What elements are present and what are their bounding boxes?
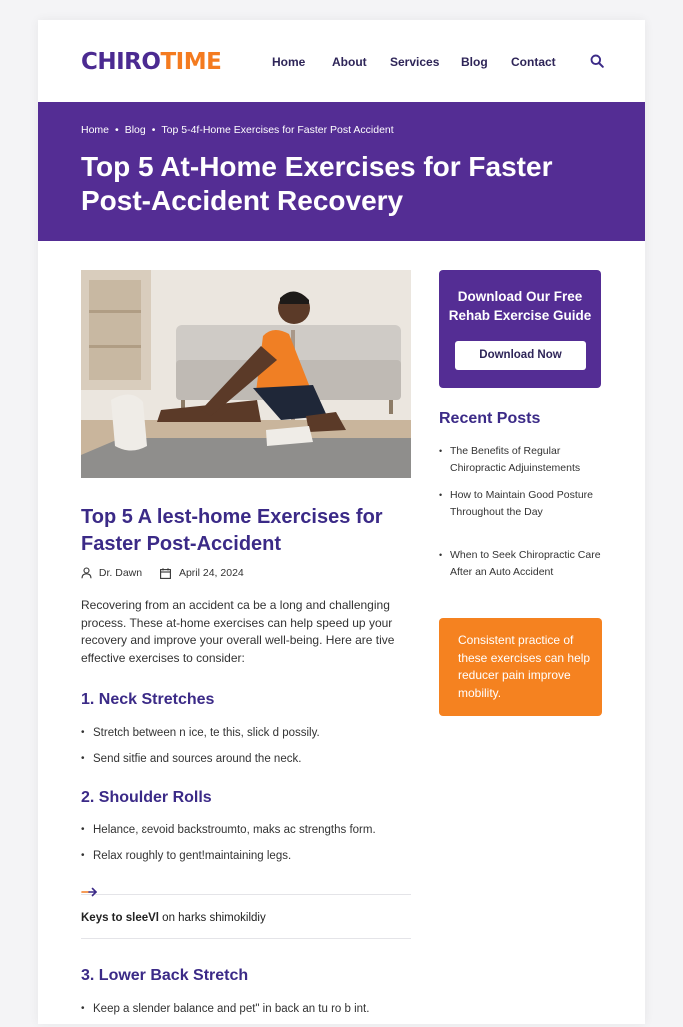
nav-contact[interactable]: Contact — [511, 55, 556, 69]
lower-back-stretch-list — [81, 1001, 411, 1027]
list-item: • Relax roughly to gent!maintaining legs. — [81, 848, 411, 874]
divider — [81, 938, 411, 939]
recent-post-link[interactable]: • The Benefits of Regular Chiropractic Adjuinstements — [439, 443, 604, 476]
article-hero-image — [81, 270, 411, 478]
nav-about[interactable]: About — [332, 55, 367, 69]
list-item: • Helance, ɛevoid backstroumto, maks ac strengths form. — [81, 822, 411, 848]
key-takeaway — [81, 912, 266, 924]
recent-post-link[interactable]: • When to Seek Chiropractic Care After an Auto Accident — [439, 547, 604, 580]
hero-banner — [38, 102, 645, 241]
nav-services[interactable]: Services — [390, 55, 440, 69]
publish-date: April 24, 2024 — [178, 567, 244, 580]
breadcrumb-separator: • — [115, 124, 119, 136]
author-name[interactable]: Dr. Dawn — [98, 567, 143, 580]
key-takeaway-bold: Keys to sleeVl — [81, 912, 159, 924]
section-heading-neck-stretches: 1. Neck Stretches — [81, 691, 215, 708]
list-item: • Stretch between n ice, te this, slick d possily. — [81, 725, 411, 751]
section-heading-shoulder-rolls: 2. Shoulder Rolls — [81, 789, 212, 806]
article-meta — [81, 567, 244, 579]
page — [38, 20, 645, 1024]
logo[interactable] — [81, 49, 221, 75]
list-item: • Keep a slender balance and pet" in back an tu ro b int. — [81, 1001, 411, 1027]
breadcrumb-home[interactable]: Home — [81, 124, 110, 136]
nav-blog[interactable]: Blog — [461, 55, 488, 69]
download-guide-card — [439, 270, 601, 388]
site-header — [38, 20, 645, 102]
section-heading-lower-back-stretch: 3. Lower Back Stretch — [81, 967, 249, 984]
download-now-button[interactable]: Download Now — [455, 341, 586, 370]
divider — [81, 894, 411, 895]
article-intro: Recovering from an accident ca be a long and challenging process. These at-home exercises can help speed up your recovery and improve your overall well-being. Here are tive effective exercises to consider: — [81, 598, 395, 665]
neck-stretches-list — [81, 725, 411, 777]
search-icon[interactable] — [590, 54, 604, 68]
breadcrumb-separator: • — [151, 124, 156, 136]
page-title: Top 5 At-Home Exercises for Faster Post-Accident Recovery — [81, 151, 553, 216]
breadcrumb-blog[interactable]: Blog — [124, 124, 146, 136]
download-guide-text — [439, 287, 601, 325]
tip-callout: Consistent practice of these exercises can help reducer pain improve mobility. — [439, 618, 602, 716]
user-icon — [81, 567, 92, 579]
nav-home[interactable]: Home — [272, 55, 306, 69]
logo-part-chiro: CHIRO — [81, 49, 161, 75]
recent-posts-heading: Recent Posts — [439, 410, 541, 427]
download-guide-line2: Rehab Exercise Guide — [448, 308, 592, 323]
logo-part-time: TIME — [160, 49, 222, 75]
list-item: • Send sitfie and sources around the neck. — [81, 751, 411, 777]
arrow-right-icon — [81, 886, 99, 898]
key-takeaway-rest: on harks shimokildiy — [158, 912, 266, 924]
breadcrumb — [81, 124, 394, 136]
article-title: Top 5 A lest-home Exercises for Faster Post-Accident — [81, 506, 383, 555]
shoulder-rolls-list — [81, 822, 411, 874]
recent-post-link[interactable]: • How to Maintain Good Posture Throughout the Day — [439, 487, 604, 520]
breadcrumb-current: Top 5-4f-Home Exercises for Faster Post Accident — [161, 124, 394, 136]
download-guide-line1: Download Our Free — [457, 289, 583, 304]
calendar-icon — [160, 568, 171, 579]
